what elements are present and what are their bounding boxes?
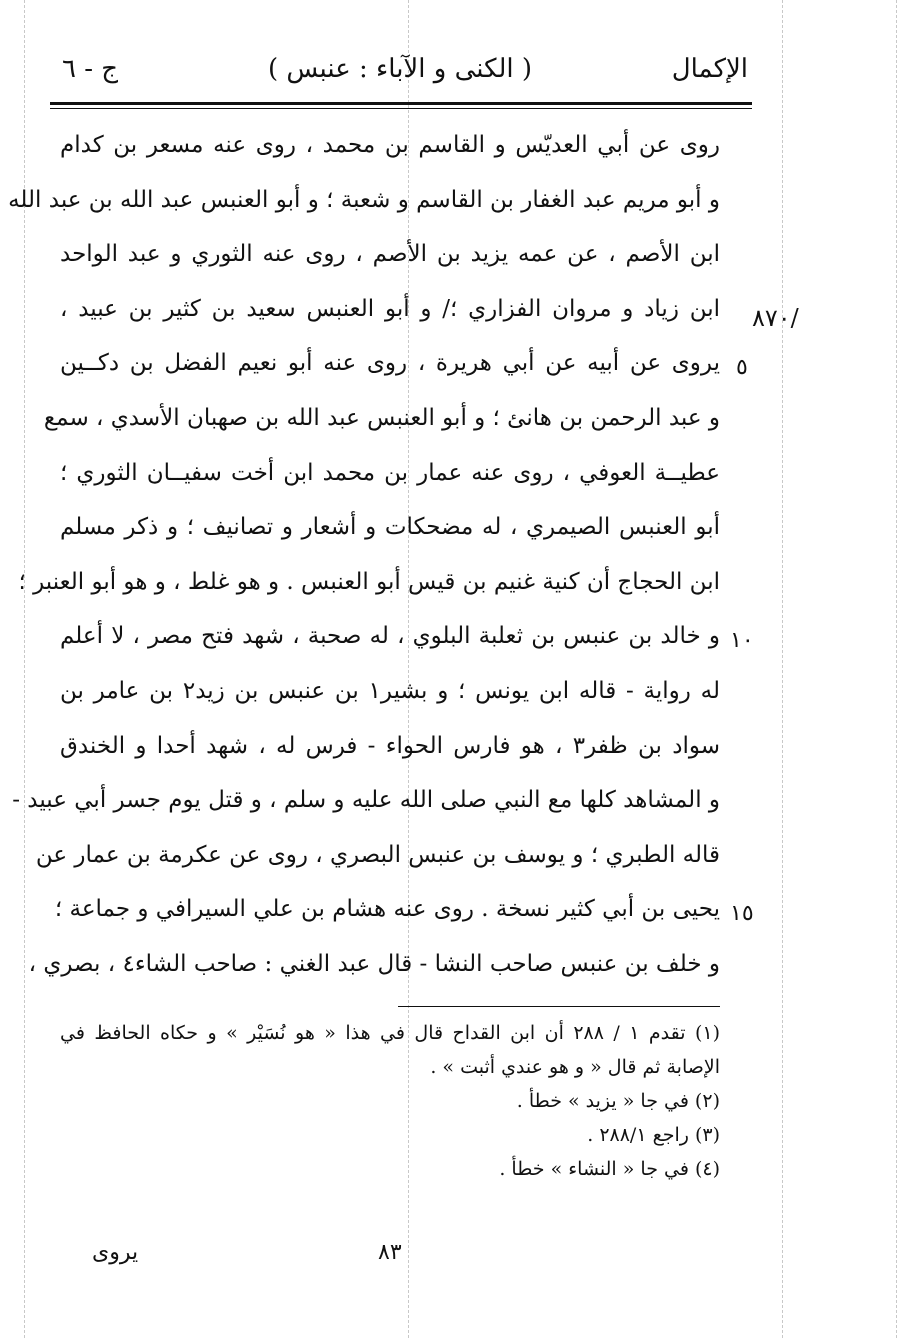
text-line: أبو العنبس الصيمري ، له مضحكات و أشعار و تصانيف ؛ و ذكر مسلم — [60, 514, 720, 541]
line-number: ٥ — [736, 355, 748, 380]
text-line: و خلف بن عنبس صاحب النشا - قال عبد الغني : صاحب الشاء٤ ، بصري ، — [28, 950, 720, 977]
text-line: عطيــة العوفي ، روى عنه عمار بن محمد ابن أخت سفيــان الثوري ؛ — [60, 459, 720, 486]
line-number: ١٥ — [730, 901, 754, 926]
text-line: ابن زياد و مروان الفزاري ؛/ و أبو العنبس سعيد بن كثير بن عبيد ، — [60, 295, 720, 322]
text-line: له رواية - قاله ابن يونس ؛ و بشير١ بن عنبس بن زيد٢ بن عامر بن — [60, 677, 720, 704]
text-line: روى عن أبي العديّس و القاسم بن محمد ، روى عنه مسعر بن كدام — [60, 132, 720, 158]
footnote-separator — [398, 1006, 720, 1007]
header-book-title: الإكمال — [671, 54, 748, 84]
header-section-title: ( الكنى و الآباء : عنبس ) — [268, 54, 532, 84]
header-rule-thin — [50, 108, 752, 109]
footnote: (٣) راجع ٢٨٨/١ . — [587, 1124, 720, 1146]
text-line: ابن الأصم ، عن عمه يزيد بن الأصم ، روى عنه الثوري و عبد الواحد — [60, 241, 720, 268]
page-number: ٨٣ — [378, 1240, 402, 1265]
footnotes — [60, 1016, 720, 1186]
running-header — [52, 54, 748, 98]
text-line: سواد بن ظفر٣ ، هو فارس الحواء - فرس له ، شهد أحدا و الخندق — [60, 732, 720, 759]
header-rule-thick — [50, 102, 752, 105]
footnote: (١) تقدم ١ / ٢٨٨ أن ابن القداح قال في هذا « هو نُسَيْر » و حكاه الحافظ في — [60, 1022, 721, 1044]
header-volume: ج - ٦ — [62, 54, 119, 84]
footnote: (٤) في جا « النشاء » خطأ . — [499, 1158, 720, 1180]
text-line: ابن الحجاج أن كنية غنيم بن قيس أبو العنبس . و هو غلط ، و هو أبو العنبر ؛ — [18, 568, 720, 595]
page-guide-line — [782, 0, 783, 1338]
footnote: (٢) في جا « يزيد » خطأ . — [516, 1090, 720, 1112]
page-guide-line — [896, 0, 897, 1338]
text-line: يروى عن أبيه عن أبي هريرة ، روى عنه أبو نعيم الفضل بن دكــين — [60, 350, 720, 377]
footnote: الإصابة ثم قال « و هو عندي أثبت » . — [430, 1056, 720, 1078]
text-line: و خالد بن عنبس بن ثعلبة البلوي ، له صحبة ، شهد فتح مصر ، لا أعلم — [60, 623, 720, 650]
manuscript-folio-note: /٨٧٠ — [752, 304, 799, 332]
text-line: قاله الطبري ؛ و يوسف بن عنبس البصري ، روى عن عكرمة بن عمار عن — [35, 841, 720, 868]
text-line: و عبد الرحمن بن هانئ ؛ و أبو العنبس عبد الله بن صهبان الأسدي ، سمع — [43, 404, 720, 431]
main-text — [8, 118, 720, 992]
catchword: يروى — [92, 1240, 139, 1265]
text-line: يحيى بن أبي كثير نسخة . روى عنه هشام بن علي السيرافي و جماعة ؛ — [54, 896, 720, 923]
text-line: و المشاهد كلها مع النبي صلى الله عليه و سلم ، و قتل يوم جسر أبي عبيد - — [12, 787, 720, 814]
line-number: ١٠ — [730, 628, 754, 653]
text-line: و أبو مريم عبد الغفار بن القاسم و شعبة ؛ و أبو العنبس عبد الله بن عبد الله — [8, 186, 720, 213]
